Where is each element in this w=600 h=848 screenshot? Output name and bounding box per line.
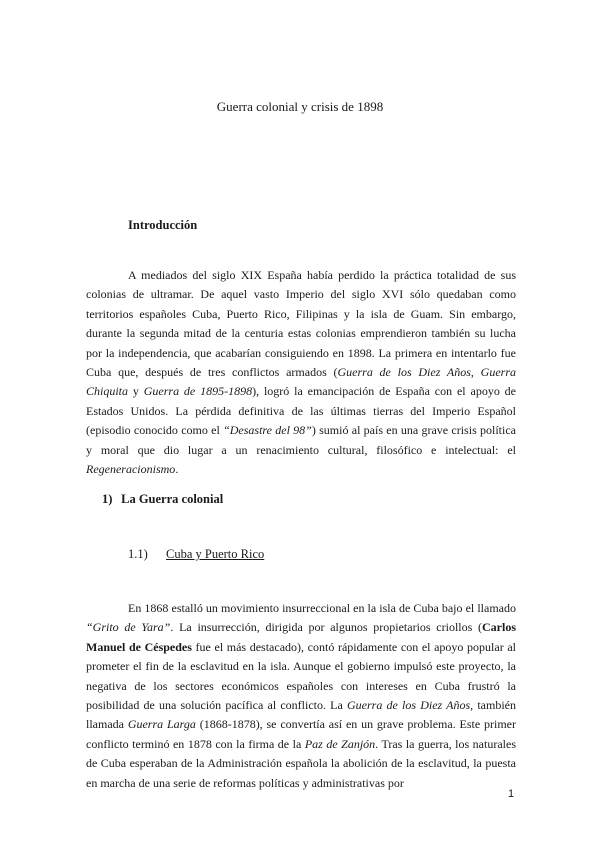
section-heading <box>102 492 223 507</box>
text-run: A mediados del siglo XIX España había perdido la práctica totalidad de sus colonias de ultramar. De aquel vasto Imperio del siglo XVI sólo quedaban como territorios españoles Cuba, Puerto Rico, Filipinas y la isla de Guam. Sin embargo, durante la segunda mitad de la centuria estas colonias emprendieron también su lucha por la independencia, que acabarían consiguiendo en 1898. La primera en intentarlo fue Cuba que, después de tres conflictos armados ( <box>86 268 516 380</box>
italic-text-run: Guerra Chiquita <box>86 365 516 399</box>
text-run: y <box>128 384 144 399</box>
section-heading-text: La Guerra colonial <box>121 492 224 506</box>
italic-text-run: Guerra de los Diez Años <box>347 698 471 713</box>
cuba-paragraph <box>86 599 516 793</box>
text-run: , también llamada <box>86 698 516 732</box>
text-run: . Tras la guerra, los naturales de Cuba esperaban de la Administración española la abolición de la esclavitud, la puesta en marcha de una serie de reformas políticas y administrativas por <box>86 736 516 790</box>
document-title: Guerra colonial y crisis de 1898 <box>216 99 384 114</box>
italic-text-run: Guerra de 1895-1898 <box>143 384 253 399</box>
italic-text-run: Regeneracionismo <box>86 462 176 477</box>
italic-text-run: “Grito de Yara” <box>86 620 171 635</box>
italic-text-run: “Desastre del 98” <box>223 423 312 438</box>
italic-text-run: Guerra Larga <box>127 717 196 732</box>
text-run: En 1868 estalló un movimiento insurreccional en la isla de Cuba bajo el llamado <box>128 601 516 615</box>
page-number: 1 <box>508 788 515 800</box>
intro-paragraph <box>86 266 516 479</box>
text-run: ), logró la emancipación de España con el apoyo de Estados Unidos. La pérdida definitiva de las últimas tierras del Imperio Español (episodio conocido como el <box>86 384 516 438</box>
text-run: fue el más destacado), contó rápidamente con el apoyo popular al prometer el fin de la esclavitud en la isla. Aunque el gobierno impulsó este proyecto, la negativa de los sectores económicos españoles con intereses en Cuba frustró la posibilidad de una solución pacífica al conflicto. La <box>86 639 516 713</box>
text-run: ) sumió al país en una grave crisis política y moral que dio lugar a un renacimiento cultural, filosófico e intelectual: el <box>86 423 516 457</box>
intro-paragraph-text <box>86 268 516 476</box>
subsection-heading <box>128 547 264 562</box>
italic-text-run: Paz de Zanjón <box>304 736 376 751</box>
subsection-number: 1.1) <box>128 547 148 561</box>
intro-heading: Introducción <box>128 218 198 232</box>
text-run: . <box>175 462 179 477</box>
bold-text-run: Carlos Manuel de Céspedes <box>86 620 517 654</box>
text-run: (1868-1878), se convertía así en un grave problema. Este primer conflicto terminó en 1878 con la firma de la <box>86 717 516 751</box>
cuba-paragraph-text <box>86 601 516 790</box>
text-run: , <box>470 365 481 380</box>
text-run: . La insurrección, dirigida por algunos propietarios criollos ( <box>170 620 483 635</box>
italic-text-run: Guerra de los Diez Años <box>337 365 471 380</box>
subsection-heading-text: Cuba y Puerto Rico <box>166 547 265 561</box>
section-number: 1) <box>102 492 113 506</box>
